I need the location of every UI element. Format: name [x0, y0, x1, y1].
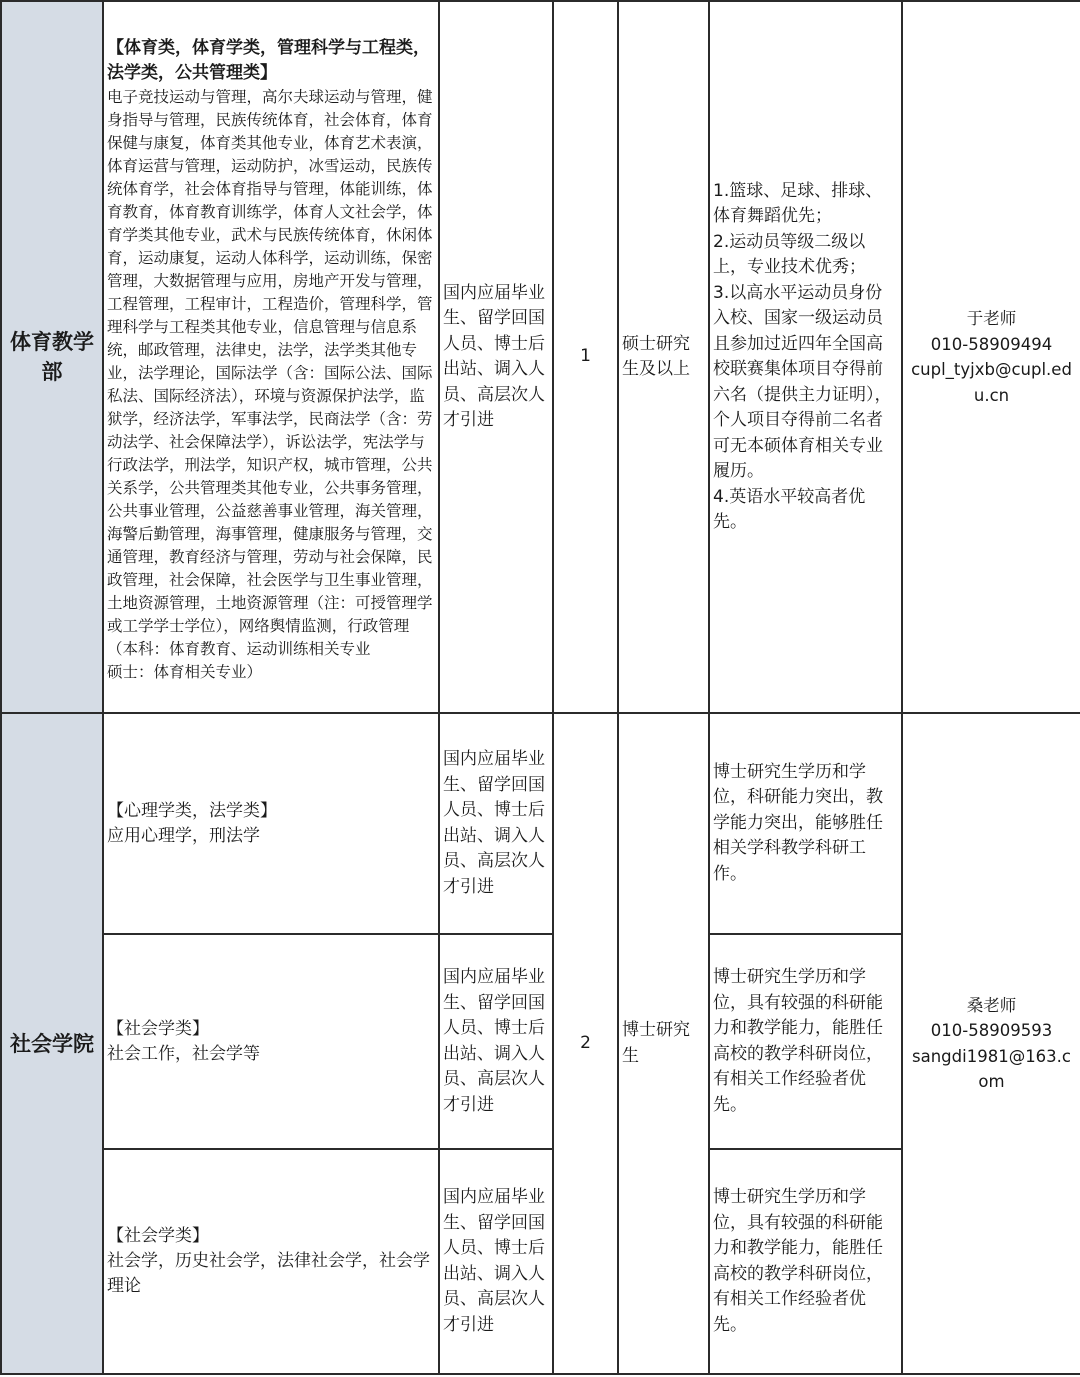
major-category: 【社会学类】 [107, 1018, 209, 1039]
contact-email: sangdi1981@163.com [912, 1046, 1071, 1091]
contact-cell [902, 1, 1080, 713]
major-category: 【体育类，体育学类，管理科学与工程类，法学类，公共管理类】 [107, 38, 430, 83]
table-row [1, 1, 1080, 713]
count-cell: 1 [553, 1, 618, 713]
source-cell: 国内应届毕业生、留学回国人员、博士后出站、调入人员、高层次人才引进 [439, 1, 553, 713]
requirements-cell: 博士研究生学历和学位，具有较强的科研能力和教学能力，能胜任高校的教学科研岗位，有相关工作经验者优先。 [709, 1149, 902, 1374]
major-list: 社会学，历史社会学，法律社会学，社会学理论 [107, 1251, 430, 1296]
major-list: 电子竞技运动与管理，高尔夫球运动与管理，健身指导与管理，民族传统体育，社会体育，体育保健与康复，体育类其他专业，体育艺术表演，体育运营与管理，运动防护，冰雪运动，民族传统体育学，社会体育指导与管理，体能训练，体育教育，体育教育训练学，体育人文社会学，体育学类其他专业，武术与民族传统体育，休闲体育，运动康复，运动人体科学，运动训练，保密管理，大数据管理与应用，房地产开发与管理，工程管理，工程审计，工程造价，管理科学，管理科学与工程类其他专业，信息管理与信息系统，邮政管理，法律史，法学，法学类其他专业，法学理论，国际法学（含：国际公法、国际私法、国际经济法），环境与资源保护法学，监狱学，经济法学，军事法学，民商法学（含：劳动法学、社会保障法学），诉讼法学，宪法学与行政法学，刑法学，知识产权，城市管理，公共关系学，公共管理类其他专业，公共事务管理，公共事业管理，公益慈善事业管理，海关管理，海警后勤管理，海事管理，健康服务与管理，交通管理，教育经济与管理，劳动与社会保障，民政管理，社会保障，社会医学与卫生事业管理，土地资源管理，土地资源管理（注：可授管理学或工学学士学位），网络舆情监测，行政管理 [107, 88, 433, 635]
requirement-item: 3.以高水平运动员身份入校、国家一级运动员且参加过近四年全国高校联赛集体项目夺得前六名（提供主力证明），个人项目夺得前二名者可无本硕体育相关专业履历。 [713, 282, 892, 481]
major-category: 【社会学类】 [107, 1226, 209, 1246]
source-cell: 国内应届毕业生、留学回国人员、博士后出站、调入人员、高层次人才引进 [439, 1149, 553, 1374]
contact-name: 于老师 [966, 309, 1017, 328]
requirement-item: 4.英语水平较高者优先。 [713, 486, 866, 532]
department-cell: 体育教学部 [1, 1, 103, 713]
requirements-cell [709, 1, 902, 713]
contact-name: 桑老师 [966, 995, 1017, 1015]
major-cell [103, 1149, 439, 1374]
contact-email: cupl_tyjxb@cupl.edu.cn [911, 360, 1072, 405]
contact-phone: 010-58909494 [930, 334, 1053, 354]
source-cell: 国内应届毕业生、留学回国人员、博士后出站、调入人员、高层次人才引进 [439, 713, 553, 934]
major-cell [103, 934, 439, 1149]
degree-cell: 博士研究生 [618, 713, 709, 1374]
source-cell: 国内应届毕业生、留学回国人员、博士后出站、调入人员、高层次人才引进 [439, 934, 553, 1149]
requirement-item: 2.运动员等级二级以上，专业技术优秀； [713, 231, 866, 277]
major-note: （本科：体育教育、运动训练相关专业 [107, 640, 371, 658]
department-cell: 社会学院 [1, 713, 103, 1374]
major-cell [103, 1, 439, 713]
requirements-cell: 博士研究生学历和学位，科研能力突出，教学能力突出，能够胜任相关学科教学科研工作。 [709, 713, 902, 934]
requirement-item: 1.篮球、足球、排球、体育舞蹈优先； [713, 180, 883, 226]
count-cell: 2 [553, 713, 618, 1374]
major-note: 硕士：体育相关专业） [107, 663, 263, 681]
requirements-cell: 博士研究生学历和学位，具有较强的科研能力和教学能力，能胜任高校的教学科研岗位，有相关工作经验者优先。 [709, 934, 902, 1149]
major-category: 【心理学类，法学类】 [107, 800, 277, 821]
degree-cell: 硕士研究生及以上 [618, 1, 709, 713]
contact-cell [902, 713, 1080, 1374]
table-row [1, 713, 1080, 934]
contact-phone: 010-58909593 [930, 1021, 1053, 1040]
major-list: 应用心理学，刑法学 [107, 825, 260, 846]
major-cell [103, 713, 439, 934]
major-list: 社会工作，社会学等 [107, 1043, 260, 1064]
